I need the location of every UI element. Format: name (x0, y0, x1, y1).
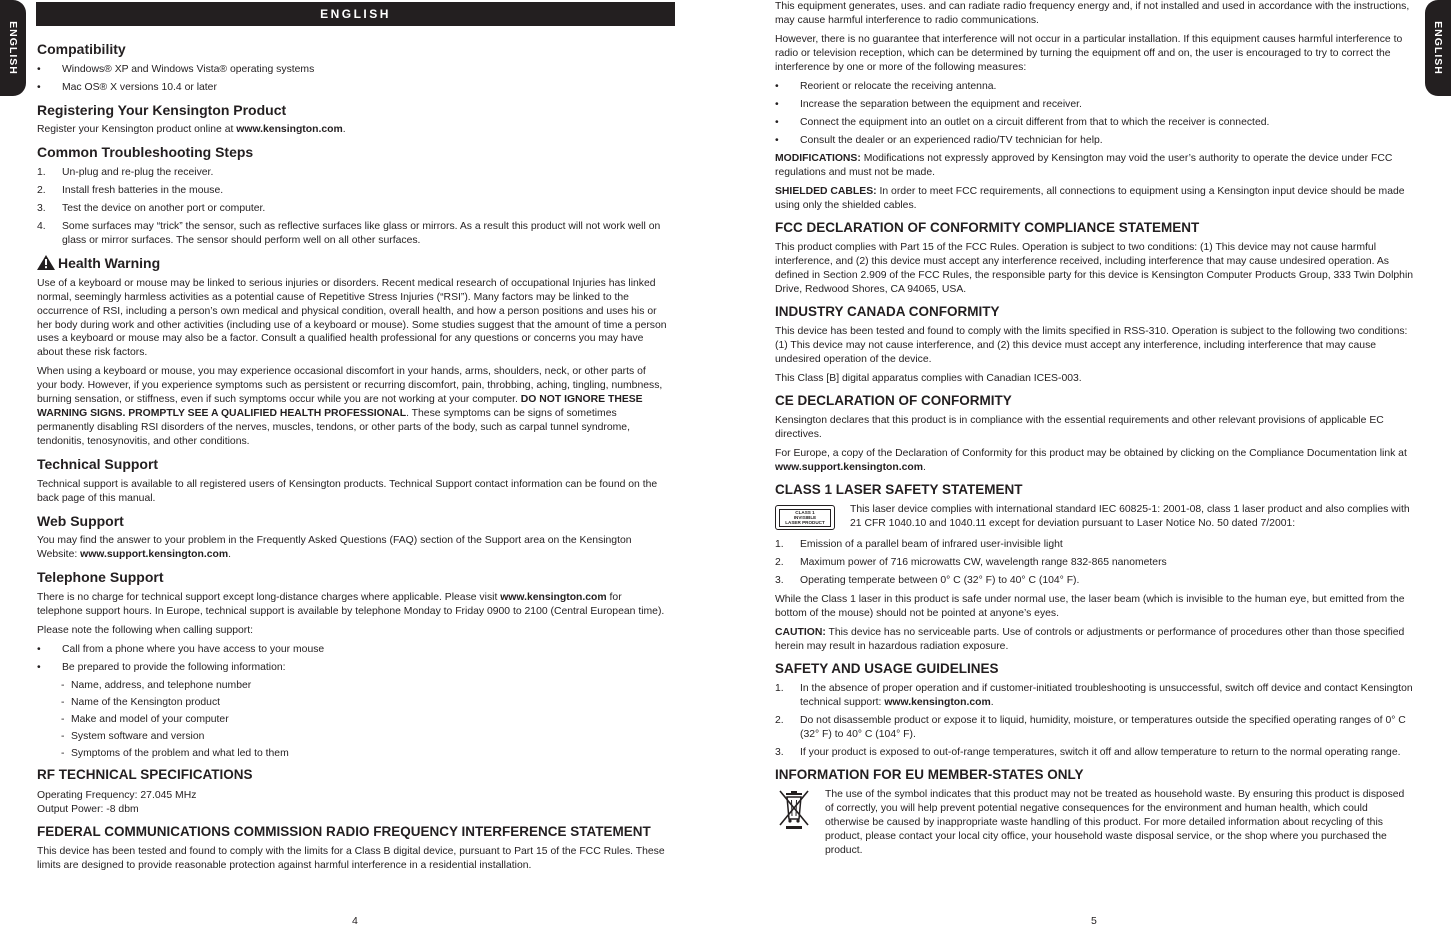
right-page (726, 0, 1451, 930)
list-item: 1. Un-plug and re-plug the receiver. (37, 167, 214, 179)
rf-specs: Operating Frequency: 27.045 MHz Output Power: -8 dbm (37, 789, 197, 815)
list-item: • Call from a phone where you have access to your mouse (37, 643, 325, 655)
health-paragraph-2: When using a keyboard or mouse, you may experience occasional discomfort in your hands, arms, shoulders, neck, or other parts of your body. However, if you experience symptoms such as persistent or recurring discomfort, pain, throbbing, aching, tingling, numbness, burning sensation, or stiffness, even if such symptoms occur while you are not working at your computer. DO NOT IGNORE THESE WARNING SIGNS. PROMPTLY SEE A QUALIFIED HEALTH PROFESSIONAL. These symptoms can be signs of sometimes permanently disabling RSI disorders of the nerves, muscles, tendons, or other parts of the body, such as carpal tunnel syndrome, tendonitis, tenosynovitis, and other conditions. (37, 366, 663, 447)
language-banner: ENGLISH (36, 2, 675, 26)
shielded-cables-text: SHIELDED CABLES: In order to meet FCC requirements, all connections to equipment using a Kensington input device should be made using only the shielded cables. (775, 186, 1405, 212)
industry-canada-text-1: This device has been tested and found to comply with the limits specified in RSS-310. Operation is subject to the following two conditions: (1) This device may not cause interference, and (2) this device must accept any interference, including interference that may cause undesired operation of the device. (775, 326, 1408, 366)
technical-support-heading: Technical Support (37, 455, 159, 472)
eu-info-heading: INFORMATION FOR EU MEMBER-STATES ONLY (775, 766, 1084, 782)
troubleshooting-heading: Common Troubleshooting Steps (37, 144, 254, 161)
support-link[interactable]: www.support.kensington.com (80, 549, 229, 561)
list-item: - System software and version (61, 730, 205, 742)
support-link[interactable]: www.support.kensington.com (775, 462, 923, 474)
fcc-declaration-heading: FCC DECLARATION OF CONFORMITY COMPLIANCE STATEMENT (775, 220, 1200, 236)
calling-note: Please note the following when calling support: (37, 624, 254, 636)
eu-info (775, 788, 1415, 858)
industry-canada-text-2: This Class [B] digital apparatus complies with Canadian ICES-003. (775, 373, 1082, 385)
laser-class-label-icon: CLASS 1 INVISIBLE LASER PRODUCT (775, 505, 835, 530)
right-column (775, 0, 1415, 863)
fcc-interference-heading: FEDERAL COMMUNICATIONS COMMISSION RADIO FREQUENCY INTERFERENCE STATEMENT (37, 823, 651, 839)
list-item: • Consult the dealer or an experienced radio/TV technician for help. (775, 134, 1103, 146)
fcc-declaration-text: This product complies with Part 15 of the FCC Rules. Operation is subject to two conditions: (1) This device may not cause harmful interference, and (2) this device must accept any interference received, including interference that may cause undesired operation. As defined in Section 2.909 of the FCC Rules, the responsible party for this device is Kensington Computer Products Group, 333 Twin Dolphin Drive, Redwood Shores, CA 94065, USA. (775, 242, 1414, 296)
eu-info-text: The use of the symbol indicates that this product may not be treated as household waste. By ensuring this product is disposed of correctly, you will help prevent potential negative consequences for the environment and human health, which could otherwise be caused by inappropriate waste handling of this product. For more detailed information about recycling of this product, please contact your local city office, your household waste disposal service, or the shop where you purchased the product. (825, 788, 1405, 856)
kensington-link[interactable]: www.kensington.com (236, 124, 343, 136)
fcc-intro-2: However, there is no guarantee that interference will not occur in a particular installation. If this equipment causes harmful interference to radio or television reception, which can be determined by turning the equipment off and on, the user is encouraged to try to correct the interference by one or more of the following measures: (775, 33, 1403, 73)
compatibility-list (37, 63, 667, 95)
list-item: 3. Operating temperate between 0° C (32° F) to 40° C (104° F). (775, 575, 1080, 587)
telephone-support-text: There is no charge for technical support except long-distance charges where applicable. Please visit www.kensington.com for telephone support hours. In Europe, technical support is available by telephone Monday to Friday 0900 to 2100 (Central European time). (37, 592, 665, 618)
list-item: • Connect the equipment into an outlet on a circuit different from that to which the receiver is connected. (775, 116, 1270, 128)
left-page (0, 0, 725, 930)
list-item: 3. If your product is exposed to out-of-range temperatures, switch it off and allow temperature to return to the normal operating range. (775, 746, 1401, 758)
calling-list (37, 643, 667, 675)
ce-declaration-text-2: For Europe, a copy of the Declaration of Conformity for this product may be obtained by clicking on the Compliance Documentation link at www.support.kensington.com. (775, 448, 1407, 474)
laser-safety-text: While the Class 1 laser in this product is safe under normal use, the laser beam (which is invisible to the human eye, but emitted from the bottom of the mouse) should not be pointed at anyone’s eyes. (775, 594, 1405, 619)
list-item: 1. Emission of a parallel beam of infrared user-invisible light (775, 539, 1063, 551)
list-item: 1. In the absence of proper operation and if customer-initiated troubleshooting is unsuccessful, switch off device and contact Kensington technical support: www.kensington.com. (775, 682, 1413, 708)
list-item: - Name, address, and telephone number (61, 679, 252, 691)
left-column (37, 34, 667, 878)
list-item: 4. Some surfaces may “trick” the sensor, such as reflective surfaces like glass or mirrors. As a result this product will not work well on glass or mirror surfaces. The sensor should perform well on all other surfaces. (37, 221, 661, 246)
page-number: 5 (1091, 914, 1097, 927)
caution-text: CAUTION: This device has no serviceable parts. Use of controls or adjustments or performance of procedures other than those specified herein may result in hazardous radiation exposure. (775, 626, 1405, 652)
language-side-tab-left: ENGLISH (0, 0, 26, 96)
fcc-interference-text: This device has been tested and found to comply with the limits for a Class B digital device, pursuant to Part 15 of the FCC Rules. These limits are designed to provide reasonable protection against harmful interference in a residential installation. (37, 845, 665, 871)
technical-support-text: Technical support is available to all registered users of Kensington products. Technical Support contact information can be found on the back page of this manual. (37, 478, 658, 504)
compatibility-heading: Compatibility (37, 41, 126, 57)
list-item: • Windows® XP and Windows Vista® operating systems (37, 63, 315, 75)
page-number: 4 (352, 914, 358, 927)
rf-specs-heading: RF TECHNICAL SPECIFICATIONS (37, 767, 253, 783)
modifications-text: MODIFICATIONS: Modifications not expressly approved by Kensington may void the user’s authority to operate the device under FCC regulations and must not be made. (775, 153, 1393, 179)
safety-guidelines-list (775, 682, 1415, 760)
ce-declaration-heading: CE DECLARATION OF CONFORMITY (775, 393, 1012, 409)
health-warning-heading: Health Warning (37, 255, 667, 272)
fcc-intro-1: This equipment generates, uses. and can radiate radio frequency energy and, if not installed and used in accordance with the instructions, may cause harmful interference to radio communications. (775, 1, 1410, 26)
register-text: Register your Kensington product online at www.kensington.com. (37, 124, 346, 136)
kensington-link[interactable]: www.kensington.com (884, 696, 991, 708)
kensington-link[interactable]: www.kensington.com (500, 592, 607, 604)
list-item: • Be prepared to provide the following information: (37, 661, 286, 673)
crossed-out-bin-icon (775, 788, 813, 830)
laser-specs-list (775, 538, 1415, 588)
list-item: - Make and model of your computer (61, 713, 229, 725)
list-item: 3. Test the device on another port or computer. (37, 203, 266, 215)
information-sublist (37, 679, 667, 761)
register-heading: Registering Your Kensington Product (37, 101, 287, 118)
health-paragraph-1: Use of a keyboard or mouse may be linked to serious injuries or disorders. Recent medical research of occupational Injuries has linked normal, seemingly harmless activities as a potential cause of Repetitive Stress Injuries (“RSI”). Many factors may be linked to the occurrence of RSI, including a person’s own medical and physical condition, overall health, and how a person positions and uses his or her body during work and other activities (including use of a keyboard or mouse). Some studies suggest that the amount of time a person uses a keyboard or mouse may also be a factor. Consult a qualified health professional for any questions or concerns you may have about these risk factors. (37, 277, 667, 359)
list-item: - Symptoms of the problem and what led to them (61, 747, 289, 759)
list-item: • Mac OS® X versions 10.4 or later (37, 81, 217, 93)
troubleshooting-list (37, 166, 667, 248)
list-item: 2. Install fresh batteries in the mouse. (37, 185, 224, 197)
industry-canada-heading: INDUSTRY CANADA CONFORMITY (775, 304, 1000, 320)
list-item: • Increase the separation between the equipment and receiver. (775, 98, 1082, 110)
list-item: 2. Do not disassemble product or expose it to liquid, humidity, moisture, or temperatures outside the specified operating ranges of 0° C (32° F) to 40° C (104° F). (775, 714, 1406, 740)
list-item: - Name of the Kensington product (61, 696, 221, 708)
ce-declaration-text-1: Kensington declares that this product is in compliance with the essential requirements and other relevant provisions of applicable EC directives. (775, 415, 1384, 441)
language-side-tab-right: ENGLISH (1425, 0, 1451, 96)
warning-icon (37, 255, 55, 270)
laser-safety-heading: CLASS 1 LASER SAFETY STATEMENT (775, 482, 1023, 497)
web-support-text: You may find the answer to your problem in the Frequently Asked Questions (FAQ) section of the Support area on the Kensington Website: www.support.kensington.com. (37, 535, 632, 561)
safety-guidelines-heading: SAFETY AND USAGE GUIDELINES (775, 660, 999, 676)
list-item: • Reorient or relocate the receiving antenna. (775, 80, 997, 92)
laser-statement: CLASS 1 INVISIBLE LASER PRODUCT This laser device complies with international standard IEC 60825-1: 2001-08, class 1 laser product and also complies with 21 CFR 1040.10 and 1040.11 except for deviation pursuant to Laser Notice No. 50 dated 7/2001: (775, 503, 1415, 533)
telephone-support-heading: Telephone Support (37, 569, 164, 586)
list-item: 2. Maximum power of 716 microwatts CW, wavelength range 832-865 nanometers (775, 557, 1167, 569)
interference-measures-list (775, 80, 1415, 148)
web-support-heading: Web Support (37, 512, 124, 529)
